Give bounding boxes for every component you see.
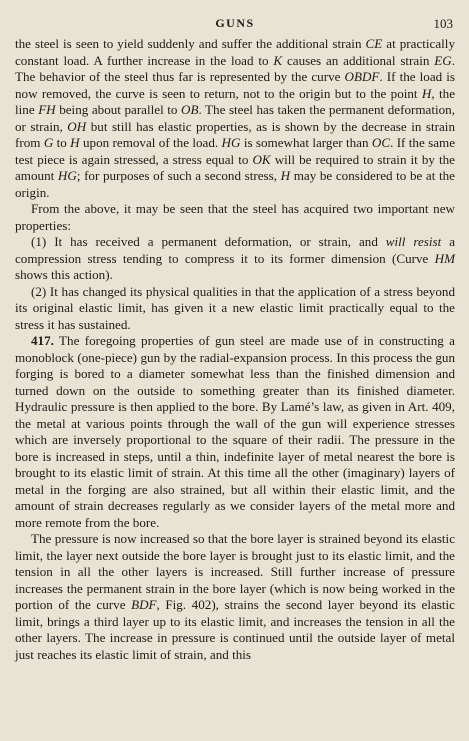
- paragraph: The pressure is now increased so that the bore layer is strained beyond its elastic limit, the layer next outside the bore layer is brought just to its elastic limit, and the tension in all the other layers is increased. Still further increase of pressure increases the permanent strain in the bore layer (which is now being worked in the portion of the curve BDF, Fig. 402), strains the second layer beyond its elastic limit, brings a third layer up to its elastic limit, and increases the tension in all the other layers. The increase in pressure is continued until the outside layer of metal just reaches its elastic limit of strain, and this: [15, 531, 455, 662]
- body-text: [15, 36, 455, 663]
- paragraph: (1) It has received a permanent deformation, or strain, and will resist a compression stress tending to compress it to its former dimension (Curve HM shows this action).: [15, 234, 455, 282]
- paragraph: the steel is seen to yield suddenly and suffer the additional strain CE at practically constant load. A further increase in the load to K causes an additional strain EG. The behavior of the steel thus far is represented by the curve OBDF. If the load is now removed, the curve is seen to return, not to the origin but to the point H, the line FH being about parallel to OB. The steel has taken the permanent deformation, or strain, OH but still has elastic properties, as is shown by the decrease in strain from G to H upon removal of the load. HG is somewhat larger than OC. If the same test piece is again stressed, a stress equal to OK will be required to strain it by the amount HG; for purposes of such a second stress, H may be considered to be at the origin.: [15, 36, 456, 200]
- page-header: [15, 14, 455, 36]
- paragraph: 417. The foregoing properties of gun steel are made use of in constructing a monoblock (one-piece) gun by the radial-expansion process. In this process the gun forging is bored to a diameter somewhat less than the finished dimension and turned down on the outside to something greater than its finished diameter. Hydraulic pressure is then applied to the bore. By Lamé’s law, as given in Art. 409, the metal at various points through the wall of the gun will experience stresses which are inversely proportional to the square of their radii. The pressure in the bore is increased in steps, until a thin, indefinite layer of metal nearest the bore is brought to its elastic limit of strain. At this time all the other (imaginary) layers of metal in the forging are also strained, but all within their elastic limit, and the amount of strain decreases regularly as we consider layers of the metal more and more remote from the bore.: [15, 333, 455, 530]
- running-title: GUNS: [215, 16, 255, 30]
- paragraph: From the above, it may be seen that the steel has acquired two important new properties:: [15, 201, 455, 233]
- page-number: 103: [433, 16, 453, 31]
- paragraph: (2) It has changed its physical qualities in that the application of a stress beyond its original elastic limit, has given it a new elastic limit practically equal to the stress it has sustained.: [15, 283, 455, 332]
